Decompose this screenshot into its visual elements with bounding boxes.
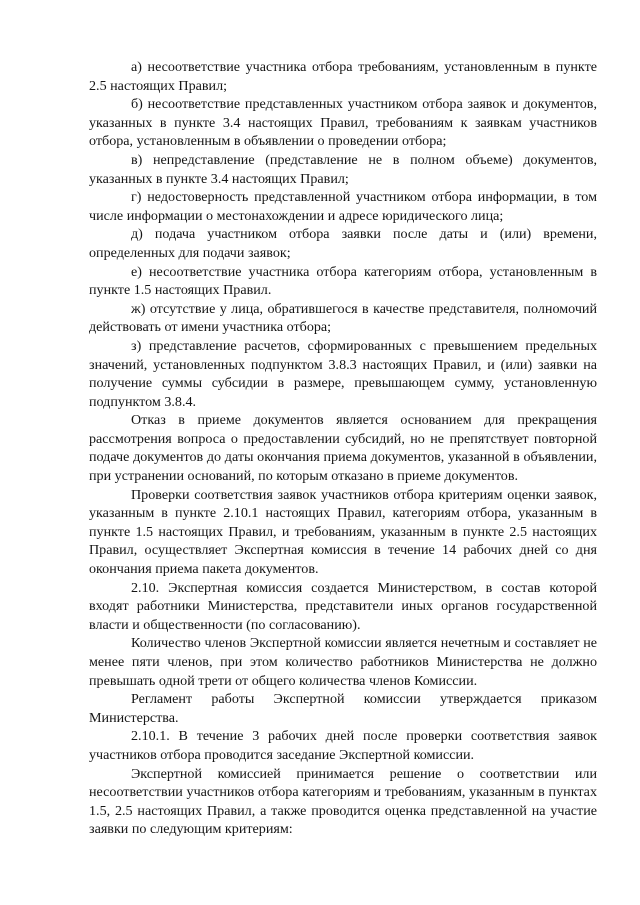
paragraph-reason-a: а) несоответствие участника отбора требованиям, установленным в пункте 2.5 настоящих Правил; (89, 59, 597, 94)
paragraph-criteria: Экспертной комиссией принимается решение о соответствии или несоответствии участников отбора категориям и требованиям, указанным в пунктах 1.5, 2.5 настоящих Правил, а также проводится оценка представленной на участие заявки по следующим критериям: (89, 765, 597, 838)
paragraph-refusal: Отказ в приеме документов является основанием для прекращения рассмотрения вопроса о предоставлении субсидий, но не препятствует повторной подаче документов до даты окончания приема документов, указанной в объявлении, при устранении оснований, по которым отказано в приеме документов. (89, 412, 597, 485)
paragraph-commission-size: Количество членов Экспертной комиссии является нечетным и составляет не менее пяти членов, при этом количество работников Министерства не должно превышать одной трети от общего количества членов Комиссии. (89, 635, 597, 689)
paragraph-reason-v: в) непредставление (представление не в полном объеме) документов, указанных в пункте 3.4 настоящих Правил; (89, 151, 597, 187)
paragraph-reason-z: з) представление расчетов, сформированных с превышением предельных значений, установленных подпунктом 3.8.3 настоящих Правил, и (или) заявки на получение суммы субсидии в размере, превышающем сумму, установленную подпунктом 3.8.4. (89, 337, 597, 410)
paragraph-section-2-10: 2.10. Экспертная комиссия создается Министерством, в состав которой входят работники Министерства, представители иных органов государственной власти и общественности (по согласованию). (89, 579, 597, 633)
paragraph-section-2-10-1: 2.10.1. В течение 3 рабочих дней после проверки соответствия заявок участников отбора проводится заседание Экспертной комиссии. (89, 728, 597, 763)
paragraph-reason-d: д) подача участником отбора заявки после даты и (или) времени, определенных для подачи заявок; (89, 226, 597, 261)
paragraph-checks: Проверки соответствия заявок участников отбора критериям оценки заявок, указанным в пункте 2.10.1 настоящих Правил, категориям отбора, указанным в пункте 1.5 настоящих Правил, и требованиям, указанным в пункте 2.5 настоящих Правил, осуществляет Экспертная комиссия в течение 14 рабочих дней со дня окончания приема пакета документов. (89, 486, 597, 578)
paragraph-reason-zh: ж) отсутствие у лица, обратившегося в качестве представителя, полномочий действовать от имени участника отбора; (89, 300, 597, 336)
document-page (89, 58, 597, 839)
paragraph-reason-b: б) несоответствие представленных участником отбора заявок и документов, указанных в пункте 3.4 настоящих Правил, требованиям к заявкам участников отбора, установленным в объявлении о проведении отбора; (89, 96, 597, 150)
paragraph-regulation: Регламент работы Экспертной комиссии утверждается приказом Министерства. (89, 691, 597, 726)
paragraph-reason-g: г) недостоверность представленной участником отбора информации, в том числе информации о местонахождении и адресе юридического лица; (89, 189, 597, 224)
paragraph-reason-e: е) несоответствие участника отбора категориям отбора, установленным в пункте 1.5 настоящих Правил. (89, 263, 597, 299)
